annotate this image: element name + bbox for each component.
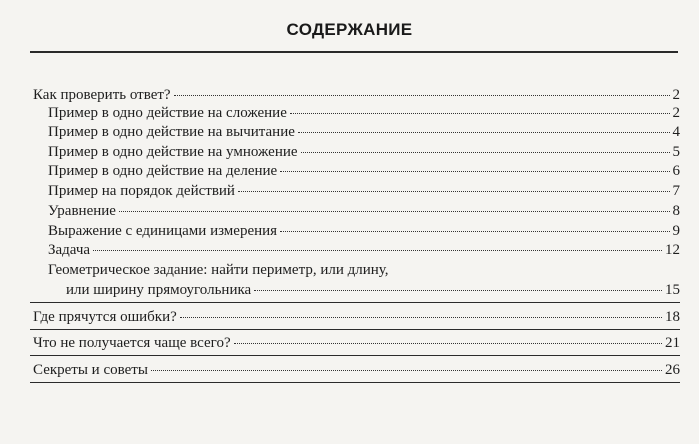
toc-entry: [33, 86, 680, 104]
dot-leader: [298, 132, 670, 133]
toc-entry-page: 6: [672, 163, 680, 179]
toc-entry-title: Уравнение: [48, 203, 116, 219]
toc-entry: [48, 241, 680, 259]
toc-entry-page: 5: [672, 144, 680, 160]
toc-entry: [48, 202, 680, 220]
toc-entry: [33, 361, 680, 379]
dot-leader: [234, 343, 662, 344]
toc-entry-page: 12: [665, 242, 680, 258]
toc-entry-title: Пример на порядок действий: [48, 183, 235, 199]
toc-entry: [48, 182, 680, 200]
toc-entry: [48, 104, 680, 122]
toc-entry-title-line1: Геометрическое задание: найти периметр, или длину,: [48, 262, 389, 278]
toc-entry-title: Пример в одно действие на вычитание: [48, 124, 295, 140]
section-divider: [30, 355, 680, 356]
section-divider: [30, 302, 680, 303]
dot-leader: [280, 171, 669, 172]
toc-entry-page: 26: [665, 362, 680, 378]
toc-entry-title: Как проверить ответ?: [33, 87, 171, 103]
page-title: СОДЕРЖАНИЕ: [286, 20, 413, 39]
toc-entry-title: Где прячутся ошибки?: [33, 309, 177, 325]
toc-entry-title: Пример в одно действие на сложение: [48, 105, 287, 121]
dot-leader: [119, 211, 670, 212]
toc-entry-title: Что не получается чаще всего?: [33, 335, 231, 351]
toc-entry-title: Пример в одно действие на деление: [48, 163, 278, 179]
toc-entry: [66, 281, 680, 299]
toc-entry: [48, 162, 680, 180]
dot-leader: [238, 191, 670, 192]
toc-entry-title: Задача: [48, 242, 91, 258]
dot-leader: [180, 317, 662, 318]
dot-leader: [254, 290, 662, 291]
toc-entry-page: 8: [672, 203, 680, 219]
dot-leader: [290, 113, 670, 114]
dot-leader: [280, 231, 669, 232]
toc-entry-page: 4: [672, 124, 680, 140]
toc-entry: [48, 222, 680, 240]
toc-entry-page: 18: [665, 309, 680, 325]
toc-entry-page: 2: [672, 105, 680, 121]
toc-entry-page: 21: [665, 335, 680, 351]
toc-entry: [33, 334, 680, 352]
toc-entry-page: 2: [672, 87, 680, 103]
toc-entry-page: 15: [665, 282, 680, 298]
dot-leader: [93, 250, 662, 251]
toc-entry-page: 7: [672, 183, 680, 199]
section-divider: [30, 329, 680, 330]
dot-leader: [174, 95, 670, 96]
dot-leader: [151, 370, 662, 371]
toc-entry: [33, 308, 680, 326]
toc-entry: [48, 143, 680, 161]
toc-entry-title: Выражение с единицами измерения: [48, 223, 278, 239]
toc-entry-title: Секреты и советы: [33, 362, 148, 378]
toc-entry-page: 9: [672, 223, 680, 239]
toc-entry: [48, 123, 680, 141]
dot-leader: [301, 152, 670, 153]
toc-entry-title-line2: или ширину прямоугольника: [66, 282, 252, 298]
toc-entry-title: Пример в одно действие на умножение: [48, 144, 298, 160]
section-divider: [30, 382, 680, 383]
